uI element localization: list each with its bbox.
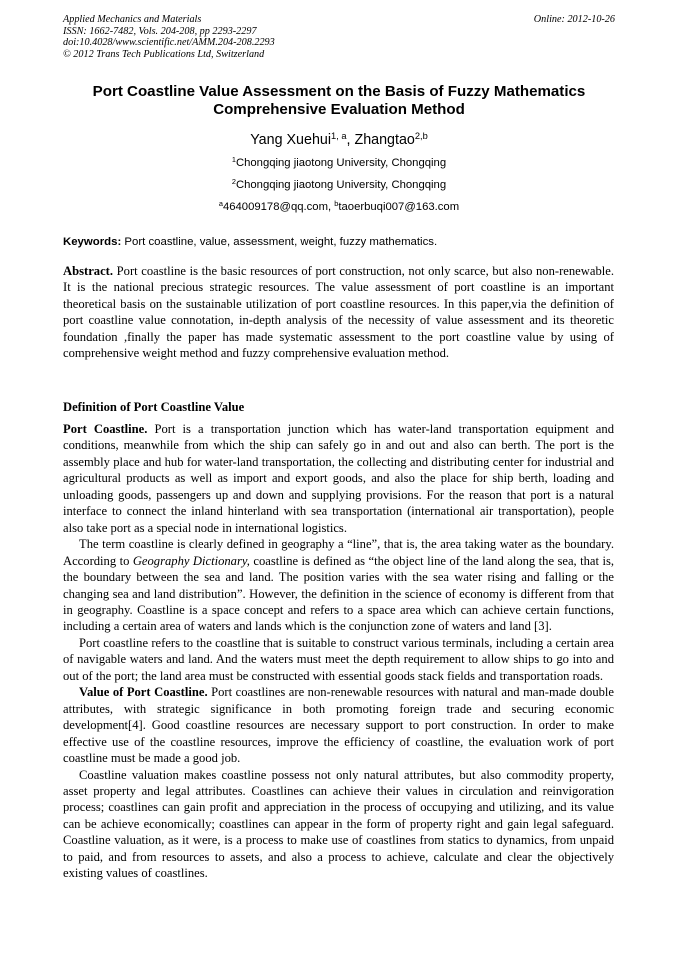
author-name: Zhangtao — [354, 132, 415, 148]
keywords-label: Keywords: — [63, 236, 122, 248]
author-list — [0, 131, 678, 149]
online-date: Online: 2012-10-26 — [533, 14, 615, 25]
keywords — [63, 235, 623, 249]
affiliation-1 — [0, 156, 678, 170]
author-superscript: 2,b — [414, 130, 428, 141]
email-separator: , — [328, 201, 335, 213]
paragraph-coastline-valuation: Coastline valuation makes coastline possess not only natural attributes, but also commodity property, asset property and legal attributes. Coastlines can achieve their values in circulation and reinvigoration process; coastlines can gain profit and appreciation in the process of occupying and utilizing, and its value can be achieve economically; coastlines can appear in the form of property right and gain legal safeguard. Coastline valuation, as it were, is a process to make use of coastlines from statics to dynamics, from unpaid to paid, and from resources to assets, and also a process to achieve, calculate and clear the objectively existing values of coastlines. — [63, 767, 614, 881]
author-name: Yang Xuehui — [250, 132, 332, 148]
paragraph-text: Port is a transportation junction which has water-land transportation equipment and conditions, meanwhile from which the ship can safely go in and out and also can berth. The port is the assembly place and hub for water-land transportation, the collecting and distributing center for industrial and agricultural products as well as import and export goods, and also the place for ship berth, loading and unloading goods, passengers up and down and supplying provisions. For the reason that port is a natural interface to connect the inland hinterland with sea transportation (international air transportation), people also take port as a special node in international logistics. — [63, 422, 614, 535]
title-line-1: Port Coastline Value Assessment on the Basis of Fuzzy Mathematics — [92, 83, 586, 100]
keywords-text: Port coastline, value, assessment, weight, fuzzy mathematics. — [121, 236, 438, 248]
abstract-label: Abstract. — [63, 264, 114, 278]
paragraph-label: Port Coastline. — [63, 422, 148, 436]
paragraph-value-of-port-coastline — [63, 684, 614, 766]
section-heading: Definition of Port Coastline Value — [63, 400, 245, 414]
author-separator: , — [346, 132, 355, 148]
paragraph-label: Value of Port Coastline. — [79, 685, 208, 700]
affiliation-text: Chongqing jiaotong University, Chongqing — [235, 157, 447, 169]
section-body — [63, 421, 614, 882]
abstract — [63, 263, 614, 362]
paragraph-port-coastline — [63, 421, 614, 536]
journal-header — [63, 14, 275, 60]
paper-title — [40, 83, 638, 119]
email-link[interactable]: 464009178@qq.com — [222, 201, 328, 213]
paragraph-text: coastline is defined as “the object line of the land along the sea, that is, the boundary between the sea and land. The position varies with the sea water rising and falling or the changing sea and land distribution”. However, the definition in the science of economy is different from that in geography. Coastline is a space concept and refers to a space area which can achieve certain functions, including a certain area of waters and lands which is the conjunction zone of waters and land [3]. — [63, 553, 614, 634]
author-superscript: 1, a — [331, 130, 347, 141]
email-superscript: a — [218, 198, 223, 208]
email-link[interactable]: taoerbuqi007@163.com — [338, 201, 460, 213]
affiliation-superscript: 1 — [231, 154, 236, 164]
affiliation-superscript: 2 — [231, 176, 236, 186]
copyright-line: © 2012 Trans Tech Publications Ltd, Switzerland — [63, 48, 265, 60]
paragraph-coastline-definition — [63, 536, 614, 635]
title-line-2: Comprehensive Evaluation Method — [213, 101, 465, 118]
paragraph-text: The term coastline is clearly defined in geography a “line”, that is, the area taking water as the boundary. According to — [63, 537, 614, 568]
affiliation-2 — [0, 178, 678, 192]
email-superscript: b — [334, 198, 339, 208]
paragraph-port-coastline-refers: Port coastline refers to the coastline that is suitable to construct various terminals, including a certain area of navigable waters and land. And the waters must meet the depth requirement to allow ships to go into and out of the port; the land area must be constructed with essential goods stack fields and transportation roads. — [63, 635, 614, 683]
abstract-text: Port coastline is the basic resources of port construction, not only scarce, but also non-renewable. It is the national precious strategic resources. The value assessment of port coastline is an important theoretical basis on the sustainable utilization of port coastline resources. In this paper,via the definition of port coastline value connotation, in-depth analysis of the necessity of value assessment and its theoretic foundation ,finally the paper has made systematic assessment to the port coastline value by using of comprehensive weight method and fuzzy comprehensive evaluation method. — [63, 264, 614, 361]
issn-line: ISSN: 1662-7482, Vols. 204-208, pp 2293-2297 — [63, 25, 257, 37]
cited-title: Geography Dictionary, — [132, 553, 250, 568]
affiliation-text: Chongqing jiaotong University, Chongqing — [235, 179, 447, 191]
doi-line: doi:10.4028/www.scientific.net/AMM.204-208.2293 — [63, 37, 275, 49]
paragraph-text: Port coastlines are non-renewable resources with natural and man-made double attributes, with strategic significance in both promoting foreign trade and securing economic development[4]. Good coastline resources are necessary support to port construction. In order to make effective use of the coastline resources, improve the efficiency of coastline, the evaluation work of port coastline must be made a good job. — [63, 685, 614, 766]
email-line — [0, 200, 678, 214]
journal-name: Applied Mechanics and Materials — [63, 14, 202, 25]
